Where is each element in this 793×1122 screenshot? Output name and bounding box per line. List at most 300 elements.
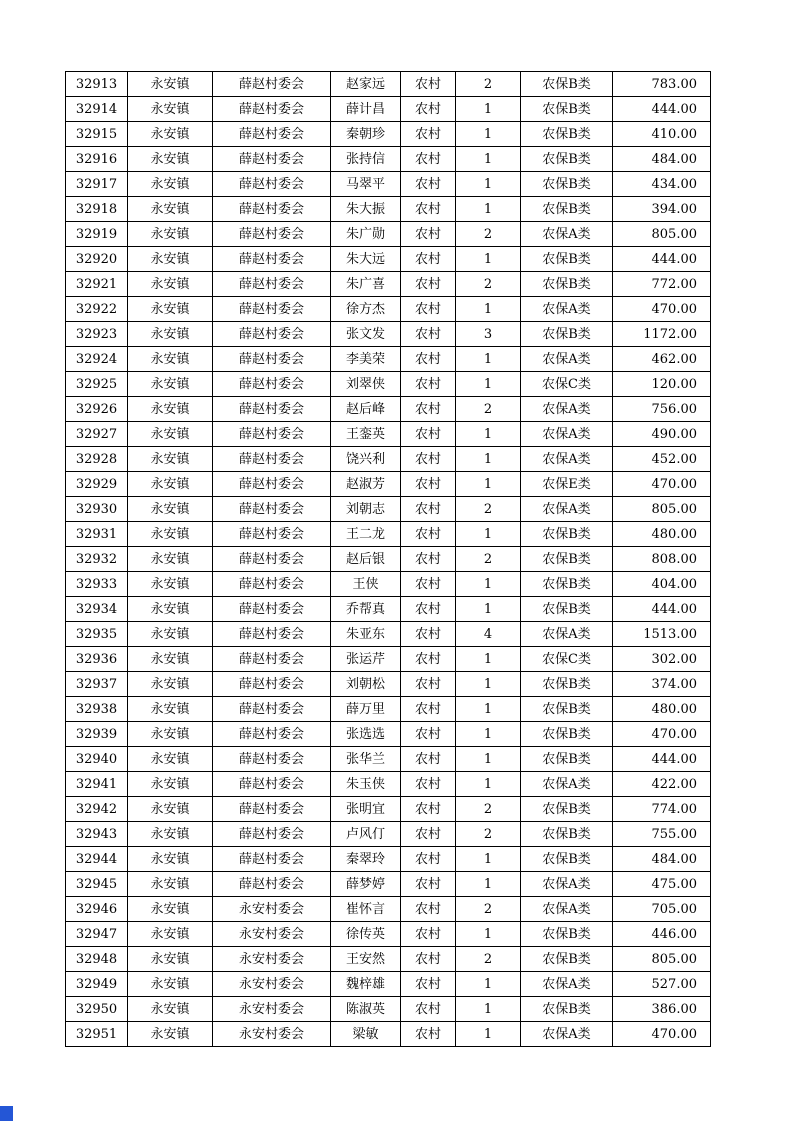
village-committee: 薛赵村委会 [213, 847, 331, 872]
village-committee: 薛赵村委会 [213, 547, 331, 572]
household-type: 农村 [401, 572, 456, 597]
town: 永安镇 [128, 847, 213, 872]
insurance-category: 农保A类 [521, 897, 613, 922]
insurance-category: 农保B类 [521, 97, 613, 122]
serial-number: 32927 [66, 422, 128, 447]
amount: 527.00 [613, 972, 711, 997]
table-row [66, 197, 711, 222]
household-type: 农村 [401, 847, 456, 872]
village-committee: 薛赵村委会 [213, 172, 331, 197]
person-name: 陈淑英 [331, 997, 401, 1022]
household-type: 农村 [401, 347, 456, 372]
table-row [66, 122, 711, 147]
village-committee: 薛赵村委会 [213, 797, 331, 822]
amount: 808.00 [613, 547, 711, 572]
person-name: 赵淑芳 [331, 472, 401, 497]
amount: 422.00 [613, 772, 711, 797]
amount: 444.00 [613, 247, 711, 272]
table-row [66, 497, 711, 522]
village-committee: 永安村委会 [213, 1022, 331, 1047]
insurance-category: 农保B类 [521, 797, 613, 822]
amount: 484.00 [613, 147, 711, 172]
table-row [66, 797, 711, 822]
person-name: 张运芹 [331, 647, 401, 672]
village-committee: 薛赵村委会 [213, 372, 331, 397]
person-count: 2 [456, 947, 521, 972]
village-committee: 薛赵村委会 [213, 247, 331, 272]
person-count: 4 [456, 622, 521, 647]
insurance-category: 农保B类 [521, 922, 613, 947]
table-row [66, 597, 711, 622]
person-name: 张文发 [331, 322, 401, 347]
serial-number: 32921 [66, 272, 128, 297]
person-count: 2 [456, 222, 521, 247]
amount: 120.00 [613, 372, 711, 397]
town: 永安镇 [128, 297, 213, 322]
town: 永安镇 [128, 497, 213, 522]
person-count: 1 [456, 372, 521, 397]
person-count: 1 [456, 972, 521, 997]
person-name: 朱玉侠 [331, 772, 401, 797]
payment-table [65, 71, 711, 1047]
person-count: 1 [456, 197, 521, 222]
table-row [66, 522, 711, 547]
household-type: 农村 [401, 822, 456, 847]
village-committee: 薛赵村委会 [213, 447, 331, 472]
person-count: 2 [456, 272, 521, 297]
village-committee: 薛赵村委会 [213, 297, 331, 322]
town: 永安镇 [128, 197, 213, 222]
insurance-category: 农保B类 [521, 672, 613, 697]
household-type: 农村 [401, 597, 456, 622]
town: 永安镇 [128, 797, 213, 822]
town: 永安镇 [128, 622, 213, 647]
town: 永安镇 [128, 722, 213, 747]
table-row [66, 97, 711, 122]
serial-number: 32926 [66, 397, 128, 422]
town: 永安镇 [128, 147, 213, 172]
amount: 1513.00 [613, 622, 711, 647]
person-count: 2 [456, 897, 521, 922]
person-count: 1 [456, 597, 521, 622]
person-name: 朱亚东 [331, 622, 401, 647]
person-name: 赵后银 [331, 547, 401, 572]
household-type: 农村 [401, 897, 456, 922]
serial-number: 32948 [66, 947, 128, 972]
insurance-category: 农保B类 [521, 572, 613, 597]
person-name: 张选选 [331, 722, 401, 747]
serial-number: 32919 [66, 222, 128, 247]
insurance-category: 农保B类 [521, 247, 613, 272]
amount: 386.00 [613, 997, 711, 1022]
amount: 374.00 [613, 672, 711, 697]
household-type: 农村 [401, 122, 456, 147]
town: 永安镇 [128, 647, 213, 672]
table-row [66, 622, 711, 647]
amount: 444.00 [613, 97, 711, 122]
serial-number: 32946 [66, 897, 128, 922]
table-row [66, 547, 711, 572]
serial-number: 32933 [66, 572, 128, 597]
table-row [66, 847, 711, 872]
amount: 805.00 [613, 947, 711, 972]
town: 永安镇 [128, 272, 213, 297]
insurance-category: 农保C类 [521, 372, 613, 397]
household-type: 农村 [401, 72, 456, 97]
town: 永安镇 [128, 672, 213, 697]
table-row [66, 997, 711, 1022]
person-name: 饶兴利 [331, 447, 401, 472]
serial-number: 32914 [66, 97, 128, 122]
serial-number: 32931 [66, 522, 128, 547]
person-count: 2 [456, 547, 521, 572]
serial-number: 32947 [66, 922, 128, 947]
serial-number: 32941 [66, 772, 128, 797]
household-type: 农村 [401, 722, 456, 747]
town: 永安镇 [128, 447, 213, 472]
person-count: 1 [456, 647, 521, 672]
insurance-category: 农保B类 [521, 547, 613, 572]
amount: 462.00 [613, 347, 711, 372]
amount: 705.00 [613, 897, 711, 922]
serial-number: 32945 [66, 872, 128, 897]
amount: 774.00 [613, 797, 711, 822]
town: 永安镇 [128, 322, 213, 347]
town: 永安镇 [128, 972, 213, 997]
person-count: 1 [456, 472, 521, 497]
person-name: 秦朝珍 [331, 122, 401, 147]
person-name: 张明宜 [331, 797, 401, 822]
person-name: 王安然 [331, 947, 401, 972]
table-row [66, 297, 711, 322]
village-committee: 薛赵村委会 [213, 122, 331, 147]
serial-number: 32949 [66, 972, 128, 997]
household-type: 农村 [401, 872, 456, 897]
person-count: 1 [456, 747, 521, 772]
village-committee: 薛赵村委会 [213, 697, 331, 722]
insurance-category: 农保B类 [521, 147, 613, 172]
household-type: 农村 [401, 547, 456, 572]
person-name: 薛万里 [331, 697, 401, 722]
person-count: 2 [456, 72, 521, 97]
household-type: 农村 [401, 397, 456, 422]
insurance-category: 农保A类 [521, 447, 613, 472]
insurance-category: 农保A类 [521, 422, 613, 447]
amount: 480.00 [613, 522, 711, 547]
village-committee: 永安村委会 [213, 997, 331, 1022]
amount: 446.00 [613, 922, 711, 947]
household-type: 农村 [401, 697, 456, 722]
insurance-category: 农保B类 [521, 522, 613, 547]
person-count: 1 [456, 147, 521, 172]
town: 永安镇 [128, 597, 213, 622]
person-name: 张持信 [331, 147, 401, 172]
table-row [66, 822, 711, 847]
serial-number: 32942 [66, 797, 128, 822]
person-name: 徐传英 [331, 922, 401, 947]
village-committee: 薛赵村委会 [213, 347, 331, 372]
insurance-category: 农保A类 [521, 497, 613, 522]
town: 永安镇 [128, 922, 213, 947]
insurance-category: 农保B类 [521, 822, 613, 847]
insurance-category: 农保A类 [521, 872, 613, 897]
person-name: 秦翠玲 [331, 847, 401, 872]
person-name: 李美荣 [331, 347, 401, 372]
person-count: 1 [456, 297, 521, 322]
table-row [66, 472, 711, 497]
village-committee: 薛赵村委会 [213, 572, 331, 597]
person-name: 乔帮真 [331, 597, 401, 622]
person-name: 朱广勋 [331, 222, 401, 247]
person-count: 1 [456, 1022, 521, 1047]
serial-number: 32938 [66, 697, 128, 722]
person-count: 2 [456, 397, 521, 422]
person-count: 1 [456, 697, 521, 722]
town: 永安镇 [128, 422, 213, 447]
town: 永安镇 [128, 372, 213, 397]
insurance-category: 农保B类 [521, 172, 613, 197]
table-row [66, 347, 711, 372]
person-name: 刘朝松 [331, 672, 401, 697]
village-committee: 薛赵村委会 [213, 147, 331, 172]
serial-number: 32935 [66, 622, 128, 647]
town: 永安镇 [128, 472, 213, 497]
household-type: 农村 [401, 147, 456, 172]
serial-number: 32925 [66, 372, 128, 397]
table-body [66, 72, 711, 1047]
village-committee: 薛赵村委会 [213, 222, 331, 247]
amount: 1172.00 [613, 322, 711, 347]
table-row [66, 697, 711, 722]
person-name: 徐方杰 [331, 297, 401, 322]
table-row [66, 1022, 711, 1047]
household-type: 农村 [401, 422, 456, 447]
person-name: 赵家远 [331, 72, 401, 97]
person-name: 马翠平 [331, 172, 401, 197]
serial-number: 32950 [66, 997, 128, 1022]
table-row [66, 447, 711, 472]
town: 永安镇 [128, 822, 213, 847]
amount: 755.00 [613, 822, 711, 847]
household-type: 农村 [401, 322, 456, 347]
insurance-category: 农保B类 [521, 847, 613, 872]
insurance-category: 农保B类 [521, 597, 613, 622]
amount: 805.00 [613, 222, 711, 247]
table-row [66, 572, 711, 597]
person-count: 1 [456, 572, 521, 597]
person-count: 1 [456, 122, 521, 147]
person-count: 3 [456, 322, 521, 347]
village-committee: 薛赵村委会 [213, 497, 331, 522]
serial-number: 32939 [66, 722, 128, 747]
town: 永安镇 [128, 1022, 213, 1047]
amount: 470.00 [613, 1022, 711, 1047]
person-count: 1 [456, 872, 521, 897]
person-name: 王侠 [331, 572, 401, 597]
table-row [66, 72, 711, 97]
household-type: 农村 [401, 247, 456, 272]
person-count: 2 [456, 797, 521, 822]
serial-number: 32913 [66, 72, 128, 97]
household-type: 农村 [401, 97, 456, 122]
table-row [66, 722, 711, 747]
household-type: 农村 [401, 522, 456, 547]
village-committee: 永安村委会 [213, 947, 331, 972]
person-name: 赵后峰 [331, 397, 401, 422]
amount: 772.00 [613, 272, 711, 297]
household-type: 农村 [401, 172, 456, 197]
amount: 756.00 [613, 397, 711, 422]
serial-number: 32951 [66, 1022, 128, 1047]
serial-number: 32932 [66, 547, 128, 572]
village-committee: 薛赵村委会 [213, 722, 331, 747]
village-committee: 薛赵村委会 [213, 97, 331, 122]
household-type: 农村 [401, 997, 456, 1022]
person-count: 1 [456, 247, 521, 272]
village-committee: 薛赵村委会 [213, 197, 331, 222]
village-committee: 薛赵村委会 [213, 872, 331, 897]
household-type: 农村 [401, 472, 456, 497]
insurance-category: 农保E类 [521, 472, 613, 497]
table-row [66, 222, 711, 247]
village-committee: 薛赵村委会 [213, 647, 331, 672]
serial-number: 32923 [66, 322, 128, 347]
town: 永安镇 [128, 547, 213, 572]
insurance-category: 农保A类 [521, 347, 613, 372]
table-row [66, 147, 711, 172]
household-type: 农村 [401, 1022, 456, 1047]
person-name: 张华兰 [331, 747, 401, 772]
amount: 475.00 [613, 872, 711, 897]
amount: 470.00 [613, 297, 711, 322]
town: 永安镇 [128, 772, 213, 797]
insurance-category: 农保A类 [521, 972, 613, 997]
household-type: 农村 [401, 447, 456, 472]
insurance-category: 农保B类 [521, 72, 613, 97]
town: 永安镇 [128, 872, 213, 897]
household-type: 农村 [401, 747, 456, 772]
household-type: 农村 [401, 197, 456, 222]
insurance-category: 农保A类 [521, 772, 613, 797]
town: 永安镇 [128, 97, 213, 122]
village-committee: 薛赵村委会 [213, 597, 331, 622]
village-committee: 薛赵村委会 [213, 522, 331, 547]
town: 永安镇 [128, 172, 213, 197]
amount: 783.00 [613, 72, 711, 97]
table-row [66, 322, 711, 347]
household-type: 农村 [401, 797, 456, 822]
household-type: 农村 [401, 647, 456, 672]
person-count: 1 [456, 772, 521, 797]
village-committee: 薛赵村委会 [213, 772, 331, 797]
table-row [66, 672, 711, 697]
serial-number: 32916 [66, 147, 128, 172]
insurance-category: 农保B类 [521, 122, 613, 147]
amount: 805.00 [613, 497, 711, 522]
amount: 452.00 [613, 447, 711, 472]
household-type: 农村 [401, 372, 456, 397]
household-type: 农村 [401, 772, 456, 797]
insurance-category: 农保B类 [521, 322, 613, 347]
household-type: 农村 [401, 622, 456, 647]
person-count: 1 [456, 997, 521, 1022]
table-row [66, 422, 711, 447]
table-row [66, 372, 711, 397]
village-committee: 薛赵村委会 [213, 472, 331, 497]
town: 永安镇 [128, 997, 213, 1022]
village-committee: 薛赵村委会 [213, 322, 331, 347]
amount: 444.00 [613, 597, 711, 622]
person-name: 卢风仃 [331, 822, 401, 847]
person-name: 王二龙 [331, 522, 401, 547]
amount: 404.00 [613, 572, 711, 597]
household-type: 农村 [401, 222, 456, 247]
table-row [66, 947, 711, 972]
person-count: 2 [456, 497, 521, 522]
person-count: 1 [456, 722, 521, 747]
household-type: 农村 [401, 947, 456, 972]
serial-number: 32930 [66, 497, 128, 522]
insurance-category: 农保B类 [521, 272, 613, 297]
person-name: 崔怀言 [331, 897, 401, 922]
insurance-category: 农保A类 [521, 297, 613, 322]
person-count: 1 [456, 347, 521, 372]
household-type: 农村 [401, 922, 456, 947]
village-committee: 薛赵村委会 [213, 672, 331, 697]
village-committee: 薛赵村委会 [213, 72, 331, 97]
household-type: 农村 [401, 272, 456, 297]
village-committee: 薛赵村委会 [213, 397, 331, 422]
town: 永安镇 [128, 222, 213, 247]
insurance-category: 农保A类 [521, 222, 613, 247]
serial-number: 32920 [66, 247, 128, 272]
insurance-category: 农保A类 [521, 622, 613, 647]
serial-number: 32936 [66, 647, 128, 672]
person-count: 1 [456, 922, 521, 947]
insurance-category: 农保B类 [521, 722, 613, 747]
table-row [66, 172, 711, 197]
table-row [66, 872, 711, 897]
amount: 470.00 [613, 722, 711, 747]
town: 永安镇 [128, 347, 213, 372]
person-name: 刘翠侠 [331, 372, 401, 397]
person-name: 梁敏 [331, 1022, 401, 1047]
insurance-category: 农保B类 [521, 747, 613, 772]
table-row [66, 897, 711, 922]
serial-number: 32928 [66, 447, 128, 472]
amount: 470.00 [613, 472, 711, 497]
serial-number: 32940 [66, 747, 128, 772]
amount: 410.00 [613, 122, 711, 147]
person-name: 朱广喜 [331, 272, 401, 297]
insurance-category: 农保B类 [521, 697, 613, 722]
insurance-category: 农保A类 [521, 397, 613, 422]
town: 永安镇 [128, 947, 213, 972]
serial-number: 32937 [66, 672, 128, 697]
serial-number: 32943 [66, 822, 128, 847]
person-name: 朱大振 [331, 197, 401, 222]
town: 永安镇 [128, 522, 213, 547]
amount: 394.00 [613, 197, 711, 222]
household-type: 农村 [401, 972, 456, 997]
serial-number: 32917 [66, 172, 128, 197]
person-name: 魏梓雄 [331, 972, 401, 997]
person-name: 朱大远 [331, 247, 401, 272]
household-type: 农村 [401, 297, 456, 322]
village-committee: 薛赵村委会 [213, 272, 331, 297]
town: 永安镇 [128, 72, 213, 97]
insurance-category: 农保B类 [521, 197, 613, 222]
